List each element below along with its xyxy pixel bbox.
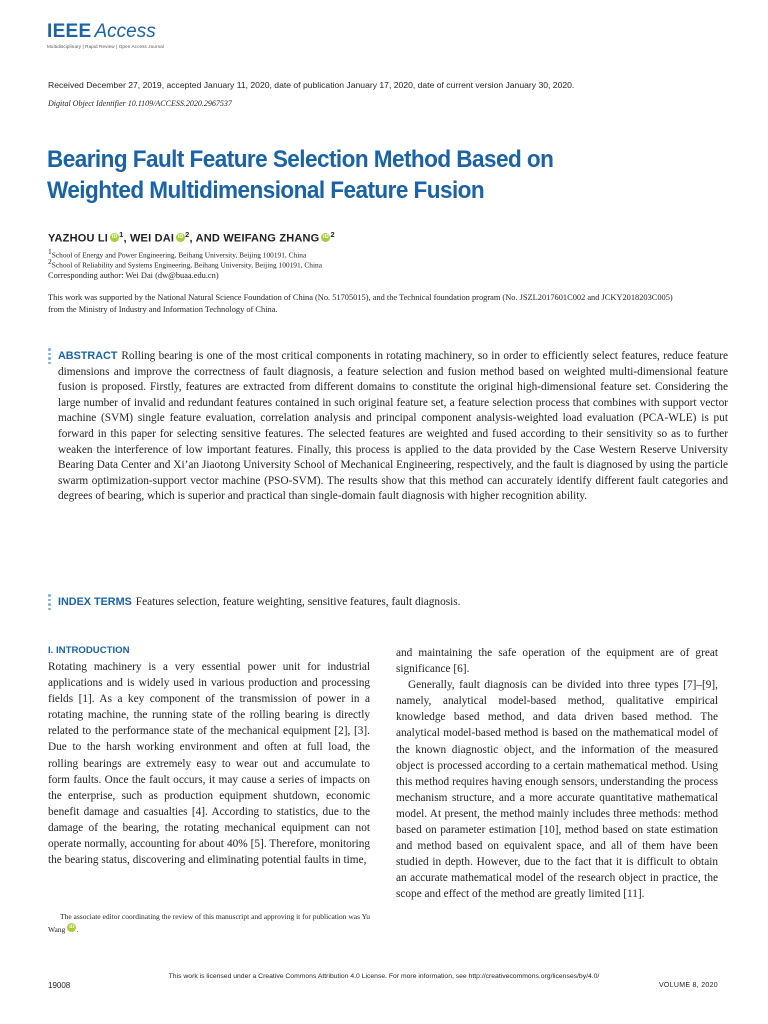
- author-affiliation-mark: 2: [185, 230, 190, 239]
- abstract-section: [58, 349, 728, 505]
- journal-logo: [47, 22, 187, 58]
- author-affiliation-mark: 2: [330, 230, 335, 239]
- page-number: 19008: [48, 981, 71, 990]
- orcid-icon[interactable]: iD: [111, 233, 118, 240]
- affiliation-number: 1: [48, 247, 52, 256]
- body-column-right: [396, 645, 718, 903]
- editor-footnote: [48, 911, 370, 936]
- footnote-text: The associate editor coordinating the review of this manuscript and approving it for publication was Yu Wang: [48, 912, 370, 934]
- index-terms-section: [58, 595, 728, 610]
- orcid-icon[interactable]: iD: [69, 924, 75, 930]
- paper-title: [47, 144, 682, 206]
- logo-product: Access: [94, 21, 156, 42]
- intro-paragraph-1-continued: and maintaining the safe operation of the equipment are of great significance [6].: [396, 647, 718, 676]
- author-separator: , AND: [189, 232, 224, 245]
- logo-wordmark: [47, 22, 187, 42]
- footnote-end: .: [76, 925, 79, 934]
- affiliation-text: School of Energy and Power Engineering, Beihang University, Beijing 100191, China: [51, 250, 307, 260]
- author-name: YAZHOU LI: [48, 232, 109, 245]
- affiliation-text: School of Reliability and Systems Engineering, Beihang University, Beijing 100191, China: [51, 260, 323, 270]
- author-name: WEIFANG ZHANG: [223, 232, 320, 245]
- author-affiliation-mark: 1: [119, 230, 124, 239]
- index-terms-label: INDEX TERMS: [58, 596, 132, 608]
- affiliation-number: 2: [48, 257, 52, 266]
- corresponding-author: Corresponding author: Wei Dai (dw@buaa.edu.cn): [48, 271, 219, 280]
- section-heading-introduction: I. INTRODUCTION: [48, 645, 130, 656]
- orcid-icon[interactable]: iD: [177, 233, 184, 240]
- license-notice[interactable]: This work is licensed under a Creative Commons Attribution 4.0 License. For more information, see http://creativecommons.org/licenses/by/4.0/: [168, 973, 600, 980]
- index-terms-marker-icon: [48, 594, 51, 612]
- affiliation-2: [48, 257, 322, 269]
- intro-paragraph-2: Generally, fault diagnosis can be divided into three types [7]–[9], namely, analytical model-based method, qualitative empirical knowledge based method, and data driven based method. The analytical model-based method is based on the mathematical model of the known diagnostic object, and the information of the measured object is processed according to a certain mathematical method. Using this method requires having enough sensors, understanding the process mechanism structure, and a more accurate quantitative mathematical model. At present, the method mainly includes three methods: method based on parameter estimation [10], method based on state estimation and method based on equivalent space, and all of them have been studied in depth. However, due to the fact that it is difficult to obtain an accurate mathematical model of the research object in practice, the scope and effect of the method are greatly limited [11].: [396, 679, 718, 901]
- abstract-marker-icon: [48, 348, 51, 366]
- funding-statement: This work was supported by the National Natural Science Foundation of China (No. 51705015), and the Technical foundation program (No. JSZL2017601C002 and JCKY2018203C005) from the Ministry of Industry and Information Technology of China.: [48, 293, 673, 314]
- author-name: WEI DAI: [129, 232, 175, 245]
- orcid-icon[interactable]: iD: [322, 233, 329, 240]
- paper-title-line-1: Bearing Fault Feature Selection Method Based on: [47, 146, 554, 173]
- abstract-label: ABSTRACT: [58, 350, 118, 362]
- abstract-text: Rolling bearing is one of the most critical components in rotating machinery, so in order to efficiently select features, reduce feature dimensions and improve the correctness of fault diagnosis, a feature selection and fusion method based on weighted multi-dimensional feature fusion is proposed. Firstly, features are extracted from different domains to constitute the original high-dimensional feature set. Considering the large number of invalid and redundant features contained in such original feature set, a feature selection process that combines with support vector machine (SVM) single feature evaluation, correlation analysis and principal component analysis-weighted load evaluation (PCA-WLE) is put forward in this paper for selecting sensitive features. The selected features are weighted and fused according to their sensitivity so as to further weaken the interference of low important features. Finally, this process is applied to the data provided by the Case Western Reserve University Bearing Data Center and Xi’an Jiaotong University School of Mechanical Engineering, respectively, and the fault is diagnosed by using the particle swarm optimization-support vector machine (PSO-SVM). The results show that this method can accurately identify different fault categories and degrees of bearing, which is superior and practical than single-domain fault diagnosis with higher recognition ability.: [58, 350, 728, 503]
- doi-line[interactable]: Digital Object Identifier 10.1109/ACCESS.2020.2967537: [48, 99, 232, 108]
- author-separator: ,: [123, 232, 130, 245]
- logo-tagline: Multidisciplinary | Rapid Review | Open Access Journal: [47, 44, 165, 49]
- author-list: [48, 230, 335, 245]
- intro-paragraph-1: Rotating machinery is a very essential power unit for industrial applications and is widely used in various production and processing fields [1]. As a key component of the transmission of power in a rotating machine, the running state of the rolling bearing is directly related to the performance state of the mechanical equipment [2], [3]. Due to the harsh working environment and often at full load, the rolling bearings are extremely easy to wear out and accumulate to form faults. Once the fault occurs, it may cause a series of impacts on the enterprise, such as production equipment shutdown, economic benefit damage and casualties [4]. According to statistics, due to the damage of the bearing, the rotating mechanical equipment can not operate normally, accounting for about 40% [5]. Therefore, monitoring the bearing status, discovering and eliminating potential faults in time,: [48, 661, 370, 867]
- received-dates: Received December 27, 2019, accepted January 11, 2020, date of publication January 17, 2020, date of current version January 30, 2020.: [48, 80, 575, 90]
- paper-title-line-2: Weighted Multidimensional Feature Fusion: [47, 177, 485, 204]
- logo-brand: IEEE: [47, 21, 92, 42]
- index-terms-text: Features selection, feature weighting, sensitive features, fault diagnosis.: [135, 596, 461, 608]
- body-column-left: [48, 645, 370, 868]
- volume-label: VOLUME 8, 2020: [658, 982, 718, 989]
